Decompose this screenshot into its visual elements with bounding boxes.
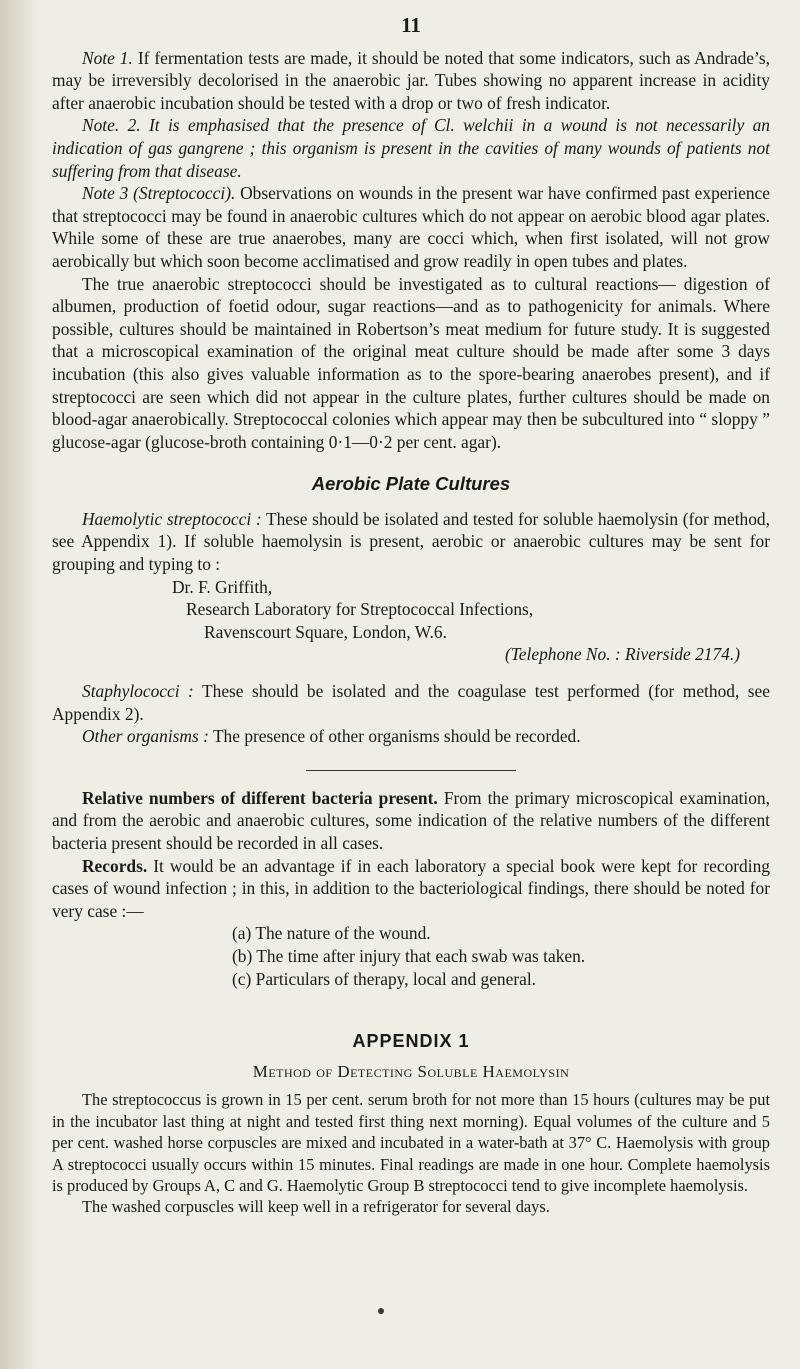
relative-numbers-lead: Relative numbers of different bacteria present. bbox=[82, 787, 438, 808]
other-organisms-lead: Other organisms : bbox=[82, 726, 209, 747]
address-name: Dr. F. Griffith, bbox=[172, 576, 273, 597]
relative-numbers-paragraph bbox=[52, 787, 770, 855]
record-items-list bbox=[52, 922, 770, 990]
haemolytic-text: These should be isolated and tested for soluble haemolysin (for method, see Appendix 1). If soluble haemolysin is present, aerobic or anaerobic cultures may be sent for grouping and typing to : bbox=[52, 508, 770, 575]
staphylococci-text: These should be isolated and the coagulase test performed (for method, see Appendix 2). bbox=[52, 681, 770, 724]
appendix-subtitle: Method of Detecting Soluble Haemolysin bbox=[252, 1061, 570, 1081]
document-page bbox=[52, 14, 770, 1218]
staphylococci-lead: Staphylococci : bbox=[82, 681, 194, 702]
note-3 bbox=[52, 182, 770, 272]
other-organisms-paragraph bbox=[52, 725, 770, 748]
address-street: Ravenscourt Square, London, W.6. bbox=[204, 621, 447, 642]
records-lead: Records. bbox=[82, 855, 148, 876]
page-gutter-shadow bbox=[0, 0, 40, 1369]
note-1 bbox=[52, 47, 770, 115]
note-2: Note. 2. It is emphasised that the presence of Cl. welchii in a wound is not necessarily an indication of gas gangrene ; this organism is present in the cavities of many wounds of patients not suffering from that disease. bbox=[52, 115, 770, 181]
page-number: 11 bbox=[401, 13, 421, 37]
note-3-text: Observations on wounds in the present war have confirmed past experience that streptococci may be found in anaerobic cultures which do not appear on aerobic blood agar plates. While some of these are true anaerobes, many are cocci which, when first isolated, will not grow aerobically but which soon become acclimatised and grow readily in open tubes and plates. bbox=[52, 183, 770, 271]
note-1-text: If fermentation tests are made, it should be noted that some indicators, such as Andrade’s, may be irreversibly decolorised in the anaerobic jar. Tubes showing no apparent increase in acidity after anaerobic incubation should be tested with a drop or two of fresh indicator. bbox=[52, 47, 770, 113]
section-divider bbox=[306, 770, 516, 771]
records-text: It would be an advantage if in each laboratory a special book were kept for recording cases of wound infection ; in this, in addition to the bacteriological findings, there should be noted for very case :— bbox=[52, 855, 770, 921]
anaerobic-streptococci-paragraph: The true anaerobic streptococci should be investigated as to cultural reactions— digestion of albumen, production of foetid odour, sugar reactions—and as to pathogenicity for animals. Where possible, cultures should be maintained in Robertson’s meat medium for future study. It is suggested that a microscopical examination of the original meat culture should be made after some 3 days incubation (this also gives valuable information as to the spore-bearing anaerobes present), and if streptococci are seen which did not appear in the culture plates, further cultures should be made on blood-agar anaerobically. Streptococcal colonies which appear may then be subcultured into “ sloppy ” glucose-agar (glucose-broth containing 0·1—0·2 per cent. agar). bbox=[52, 273, 770, 452]
note-1-lead: Note 1. bbox=[82, 47, 133, 68]
record-item-b: (b) The time after injury that each swab was taken. bbox=[232, 945, 586, 966]
record-item-a: (a) The nature of the wound. bbox=[232, 923, 431, 944]
record-item-c: (c) Particulars of therapy, local and general. bbox=[232, 968, 537, 989]
ink-spot bbox=[378, 1308, 384, 1314]
other-organisms-text: The presence of other organisms should be recorded. bbox=[212, 726, 581, 747]
address-telephone: (Telephone No. : Riverside 2174.) bbox=[504, 644, 740, 665]
griffith-address-block bbox=[52, 576, 770, 666]
address-laboratory: Research Laboratory for Streptococcal Infections, bbox=[186, 599, 534, 620]
records-paragraph bbox=[52, 855, 770, 923]
staphylococci-paragraph bbox=[52, 680, 770, 725]
haemolytic-streptococci-paragraph bbox=[52, 508, 770, 576]
aerobic-plate-cultures-heading: Aerobic Plate Cultures bbox=[311, 473, 511, 495]
haemolytic-lead: Haemolytic streptococci : bbox=[82, 508, 262, 529]
relative-numbers-text: From the primary microscopical examination, and from the aerobic and anaerobic cultures, some indication of the relative numbers of the different bacteria present should be recorded in all cases. bbox=[52, 787, 770, 853]
note-3-lead: Note 3 (Streptococci). bbox=[82, 183, 236, 204]
appendix-title: APPENDIX 1 bbox=[352, 1031, 470, 1052]
appendix-paragraph-2: The washed corpuscles will keep well in a refrigerator for several days. bbox=[82, 1197, 550, 1217]
appendix-paragraph-1: The streptococcus is grown in 15 per cent. serum broth for not more than 15 hours (cultures may be put in the incubator last thing at night and tested first thing next morning). Equal volumes of the culture and 5 per cent. washed horse corpuscles are mixed and incubated in a water-bath at 37° C. Haemolysis with group A streptococci usually occurs within 15 minutes. Final readings are made in one hour. Complete haemolysis is produced by Groups A, C and G. Haemolytic Group B streptococci tend to give incomplete haemolysis. bbox=[52, 1090, 770, 1195]
